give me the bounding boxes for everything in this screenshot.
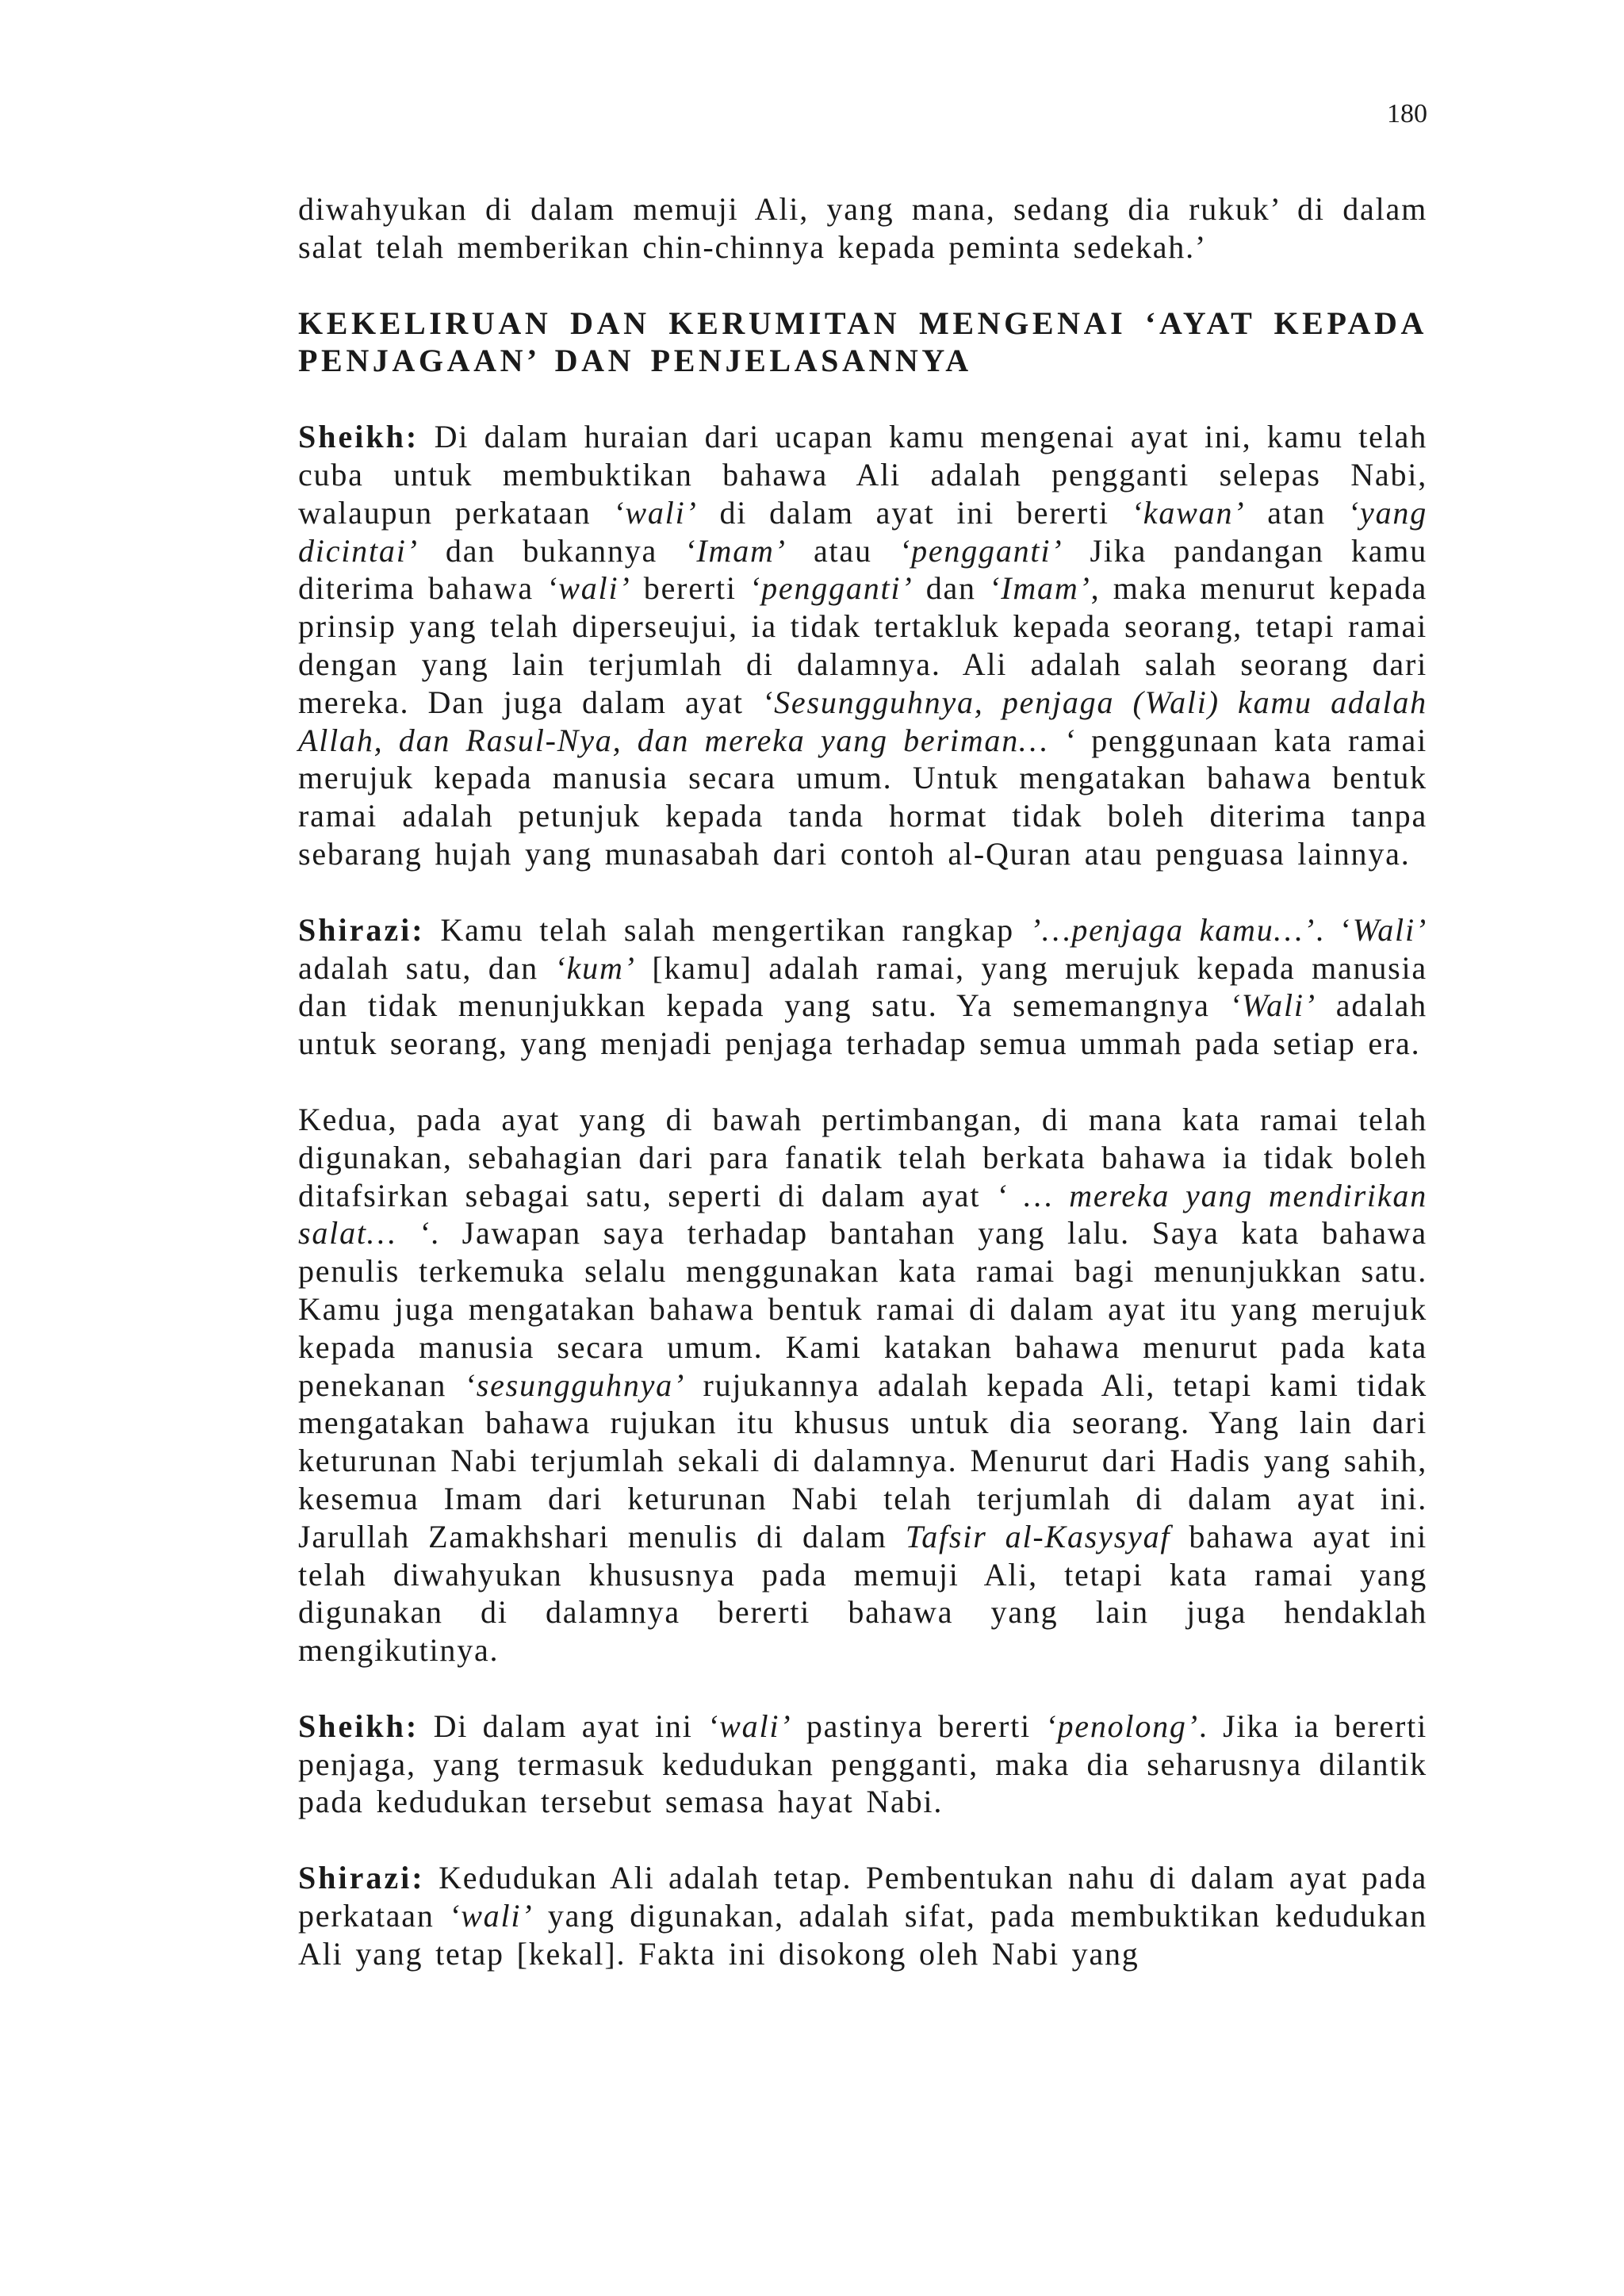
paragraph-text: Jika pandangan kamu diterima bahawa: [298, 532, 1428, 607]
italic-term: ‘kum’: [554, 949, 636, 986]
italic-term: ‘wali’: [546, 570, 631, 607]
paragraph-text: dan bukannya: [418, 532, 685, 569]
page-number: 180: [1387, 99, 1427, 128]
paragraph-text: bahawa ayat ini telah diwahyukan khususnya pada memuji Ali, tetapi kata ramai yang digunakan di dalamnya bererti bahawa yang lain juga hendaklah mengikutinya.: [298, 1518, 1428, 1669]
paragraph-text: . Jawapan saya terhadap bantahan yang lalu. Saya kata bahawa penulis terkemuka selalu menggunakan kata ramai bagi menunjukkan satu. Kamu juga mengatakan bahawa bentuk ramai di dalam ayat itu yang merujuk kepada manusia secara umum. Kami katakan bahawa menurut pada kata penekanan: [298, 1215, 1427, 1403]
italic-term: ‘pengganti’: [898, 532, 1063, 569]
italic-term: ‘pengganti’: [749, 570, 914, 607]
speaker-label: Shirazi:: [298, 911, 425, 948]
paragraph-sheikh-1: [298, 418, 1427, 873]
paragraph-text: . ‘: [1315, 911, 1353, 948]
italic-term: Wali’: [1352, 911, 1427, 948]
intro-text: diwahyukan di dalam memuji Ali, yang mana, sedang dia rukuk’ di dalam salat telah memberikan chin-chinnya kepada peminta sedekah.’: [298, 191, 1427, 265]
italic-book-title: Tafsir al-Kasysyaf: [905, 1518, 1171, 1554]
paragraph-text: Di dalam ayat ini: [419, 1708, 708, 1744]
italic-term: ‘wali’: [449, 1898, 534, 1934]
paragraph-shirazi-1: [298, 911, 1427, 1063]
italic-term: ‘wali’: [613, 494, 698, 531]
paragraph-text: penggunaan kata ramai merujuk kepada manusia secara umum. Untuk mengatakan bahawa bentuk ramai adalah petunjuk kepada tanda hormat tidak boleh diterima tanpa sebarang hujah yang munasabah dari contoh al-Quran atau penguasa lainnya.: [298, 722, 1427, 872]
paragraph-text: atau: [786, 532, 899, 569]
speaker-label: Sheikh:: [298, 419, 419, 455]
paragraph-text: , maka menurut kepada prinsip yang telah diperseujui, ia tidak tertakluk kepada seorang, tetapi ramai dengan yang lain terjumlah di dalamnya. Ali adalah salah seorang dari mereka. Dan juga dalam ayat: [298, 570, 1428, 720]
paragraph-text: Kedudukan Ali adalah tetap. Pembentukan nahu di dalam ayat pada perkataan: [298, 1860, 1427, 1934]
intro-paragraph: [298, 190, 1427, 266]
paragraph-text: atan: [1245, 494, 1348, 531]
section-heading: KEKELIRUAN DAN KERUMITAN MENGENAI ‘AYAT KEPADA PENJAGAAN’ DAN PENJELASANNYA: [298, 305, 1427, 379]
italic-term: ‘Imam’: [989, 570, 1091, 607]
italic-quote: ‘ … mereka yang mendirikan salat… ‘: [298, 1177, 1428, 1251]
paragraph-text: rujukannya adalah kepada Ali, tetapi kami tidak mengatakan bahawa rujukan itu khusus untuk dia seorang. Yang lain dari keturunan Nabi terjumlah sekali di dalamnya. Menurut dari Hadis yang sahih, kesemua Imam dari keturunan Nabi telah terjumlah di dalam ayat ini. Jarullah Zamakhshari menulis di dalam: [298, 1366, 1427, 1554]
page-body: [298, 190, 1427, 2011]
paragraph-text: di dalam ayat ini bererti: [697, 494, 1132, 531]
italic-quote: ‘Sesungguhnya, penjaga (Wali) kamu adalah Allah, dan Rasul-Nya, dan mereka yang beriman… ‘: [298, 684, 1427, 758]
paragraph-text: Kamu telah salah mengertikan rangkap: [424, 911, 1030, 948]
italic-term: ‘wali’: [707, 1708, 792, 1744]
speaker-label: Sheikh:: [298, 1708, 419, 1744]
paragraph-text: Di dalam huraian dari ucapan kamu mengenai ayat ini, kamu telah cuba untuk membuktikan bahawa Ali adalah pengganti selepas Nabi, walaupun perkataan: [298, 419, 1427, 531]
paragraph-sheikh-2: [298, 1708, 1427, 1821]
paragraph-text: dan: [913, 570, 990, 607]
italic-term: ‘sesungguhnya’: [464, 1366, 686, 1403]
italic-quote: ’…penjaga kamu…’: [1029, 911, 1316, 948]
italic-term: ‘yang dicintai’: [298, 494, 1427, 569]
paragraph-text: yang digunakan, adalah sifat, pada membuktikan kedudukan Ali yang tetap [kekal]. Fakta ini disokong oleh Nabi yang: [298, 1898, 1427, 1972]
italic-term: ‘Imam’: [684, 532, 787, 569]
italic-term: ‘Wali’: [1229, 987, 1316, 1024]
paragraph-text: [kamu] adalah ramai, yang merujuk kepada manusia dan tidak menunjukkan kepada yang satu. Ya sememangnya: [298, 949, 1427, 1024]
paragraph-text: Kedua, pada ayat yang di bawah pertimbangan, di mana kata ramai telah digunakan, sebahagian dari para fanatik telah berkata bahawa ia tidak boleh ditafsirkan sebagai satu, seperti di dalam ayat: [298, 1101, 1427, 1213]
paragraph-text: adalah untuk seorang, yang menjadi penjaga terhadap semua ummah pada setiap era.: [298, 987, 1427, 1062]
paragraph-text: adalah satu, dan: [298, 949, 555, 986]
italic-term: ‘kawan’: [1131, 494, 1246, 531]
paragraph-text: bererti: [630, 570, 750, 607]
paragraph-text: pastinya bererti: [791, 1708, 1046, 1744]
italic-term: ‘penolong’: [1045, 1708, 1199, 1744]
paragraph-kedua: [298, 1101, 1427, 1669]
speaker-label: Shirazi:: [298, 1860, 425, 1896]
paragraph-shirazi-2: [298, 1859, 1427, 1972]
paragraph-text: . Jika ia bererti penjaga, yang termasuk kedudukan pengganti, maka dia seharusnya dilantik pada kedudukan tersebut semasa hayat Nabi.: [298, 1708, 1427, 1820]
